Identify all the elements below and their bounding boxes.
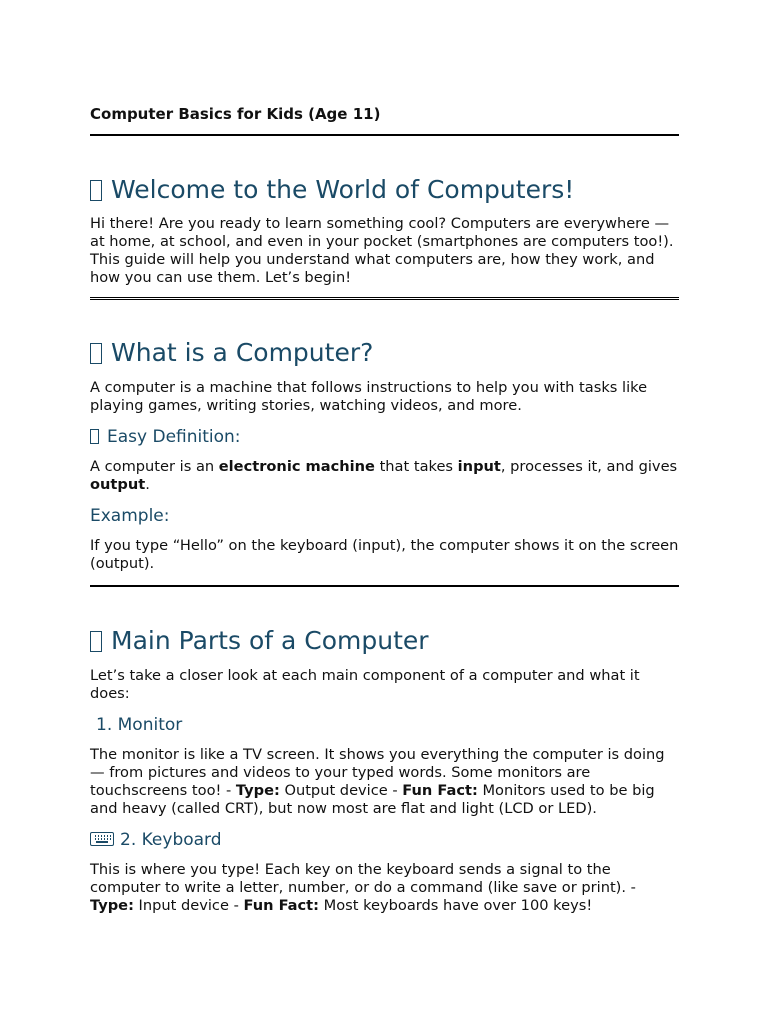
divider [90,134,679,136]
monitor-paragraph [90,746,679,818]
type-label: Type: [90,897,134,914]
definition-term: electronic machine [218,458,375,475]
keyboard-icon [90,832,114,846]
definition-text: A computer is an [90,458,219,475]
what-is-paragraph: A computer is a machine that follows instructions to help you with tasks like playing games, writing stories, watching videos, and more. [90,379,648,414]
definition-text: , processes it, and gives [500,458,678,475]
missing-glyph-icon [90,343,102,364]
missing-glyph-icon [90,180,102,201]
definition-heading-text: Easy Definition: [107,427,241,447]
example-paragraph: If you type “Hello” on the keyboard (input), the computer shows it on the screen (output). [90,537,679,572]
monitor-heading: 1. Monitor [96,715,183,735]
document-content [90,104,679,915]
definition-term: output [90,476,146,493]
main-parts-heading [90,626,679,656]
type-label: Type: [235,782,280,799]
fun-fact-label: Fun Fact: [402,782,478,799]
definition-term: input [457,458,501,475]
definition-paragraph [90,458,679,494]
monitor-text: The monitor is like a TV screen. It shows you everything the computer is doing — from pictures and videos to your typed words. Some monitors are touchscreens too! - [90,746,665,799]
definition-heading [90,426,679,448]
keyboard-text: Input device - [133,897,244,914]
welcome-heading-text: Welcome to the World of Computers! [111,175,575,204]
fun-fact-label: Fun Fact: [243,897,319,914]
what-is-heading [90,338,679,368]
missing-glyph-icon [90,631,102,652]
divider [90,297,679,300]
what-is-heading-text: What is a Computer? [111,338,374,367]
keyboard-text: Most keyboards have over 100 keys! [319,897,593,914]
definition-text: . [145,476,150,493]
missing-glyph-icon [90,429,99,444]
definition-text: that takes [374,458,458,475]
keyboard-heading-text: 2. Keyboard [120,830,222,850]
welcome-paragraph: Hi there! Are you ready to learn something cool? Computers are everywhere — at home, at school, and even in your pocket (smartphones are computers too!). This guide will help you understand what computers are, how they work, and how you can use them. Let’s begin! [90,215,674,286]
monitor-text: Monitors used to be big and heavy (called CRT), but now most are flat and light (LCD or LED). [90,782,655,817]
divider [90,585,679,587]
example-heading: Example: [90,506,170,526]
monitor-text: Output device - [279,782,403,799]
welcome-heading [90,175,679,205]
document-title: Computer Basics for Kids (Age 11) [90,105,381,123]
main-parts-heading-text: Main Parts of a Computer [111,626,429,655]
keyboard-heading [90,829,679,851]
keyboard-paragraph [90,861,679,915]
keyboard-text: This is where you type! Each key on the keyboard sends a signal to the computer to write a letter, number, or do a command (like save or print). - [90,861,636,896]
main-parts-intro: Let’s take a closer look at each main component of a computer and what it does: [90,667,640,702]
